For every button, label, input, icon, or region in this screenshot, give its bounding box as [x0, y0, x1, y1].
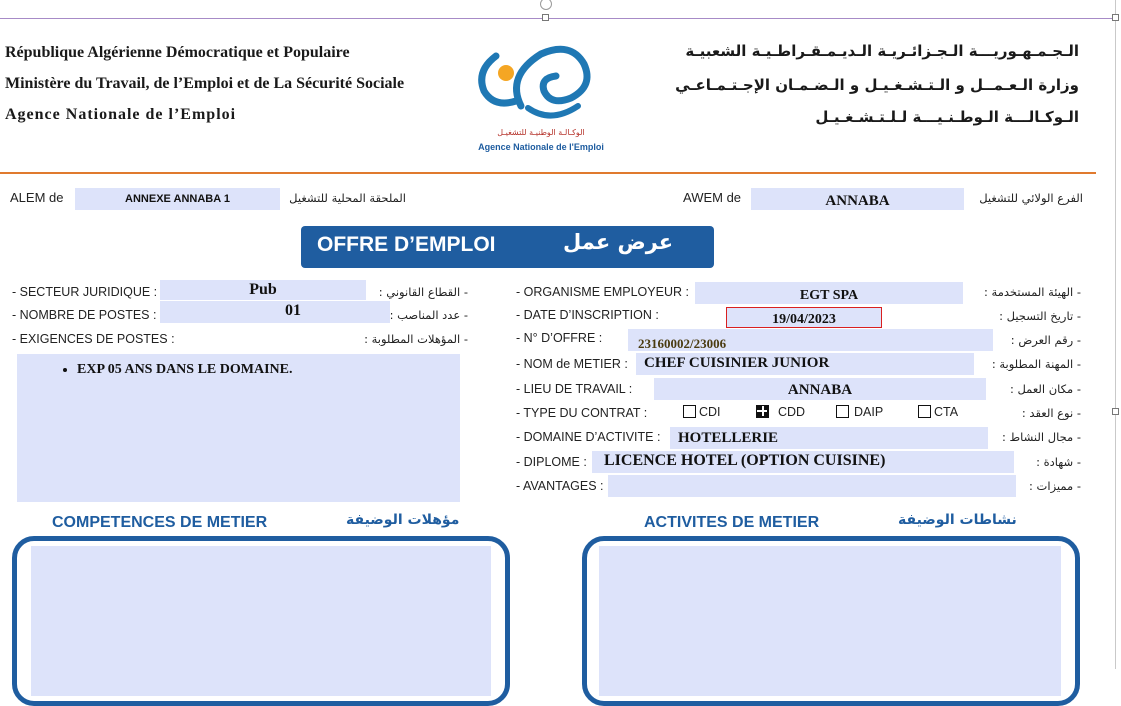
header-ar-republic: الـجـمـهـوريـــة الـجـزائـريـة الـديـمـقـراطـيـة الشعبيـة [685, 42, 1079, 60]
alem-value-field[interactable]: ANNEXE ANNABA 1 [75, 188, 280, 210]
postes-value: 01 [285, 302, 301, 319]
offre-label: - N° D’OFFRE : [516, 331, 603, 345]
avantages-arabic-label: - مميزات : [1029, 479, 1081, 493]
header-fr-republic: République Algérienne Démocratique et Populaire [5, 44, 350, 61]
date-arabic-label: - تاريخ التسجيل : [999, 309, 1081, 323]
cdd-checkbox[interactable] [756, 405, 769, 418]
exigences-label: - EXIGENCES DE POSTES : [12, 332, 175, 346]
anem-logo-icon [466, 36, 616, 131]
secteur-arabic-label: - القطاع القانوني : [378, 285, 468, 299]
contrat-option-cta[interactable] [918, 405, 958, 419]
domaine-value: HOTELLERIE [678, 430, 779, 446]
secteur-value-field[interactable]: Pub [160, 280, 366, 300]
postes-arabic-label: - عدد المناصب : [389, 308, 468, 322]
competences-title: COMPETENCES DE METIER [52, 514, 268, 531]
lieu-label: - LIEU DE TRAVAIL : [516, 382, 633, 396]
metier-value: CHEF CUISINIER JUNIOR [644, 355, 830, 371]
cdi-checkbox[interactable] [683, 405, 696, 418]
header-ar-ministry: وزارة الـعـمــل و الـتـشـغـيـل و الـضـمـان الإجـتـمـاعـي [675, 76, 1079, 94]
diplome-arabic-label: - شهادة : [1036, 455, 1081, 469]
cdi-label: CDI [699, 405, 721, 419]
exigences-arabic-label: - المؤهلات المطلوبة : [364, 332, 468, 346]
postes-label: - NOMBRE DE POSTES : [12, 308, 157, 322]
resize-handle-right[interactable] [1112, 408, 1119, 415]
logo-arabic-text: الوكـالـة الوطنيـة للتشغيـل [497, 128, 585, 137]
metier-label: - NOM de METIER : [516, 357, 628, 371]
awem-arabic-label: الفرع الولائي للتشغيل [979, 191, 1083, 205]
cta-label: CTA [934, 405, 959, 419]
cdd-label: CDD [778, 405, 806, 419]
logo-french-text: Agence Nationale de l'Emploi [478, 142, 604, 152]
banner-title-ar: عرض عمل [563, 230, 674, 254]
exigences-textarea[interactable] [17, 354, 460, 502]
avantages-value-field[interactable] [608, 475, 1016, 497]
rotate-handle[interactable] [540, 0, 552, 10]
anem-logo [466, 36, 616, 164]
competences-panel [12, 536, 510, 706]
offre-value: 23160002/23006 [638, 336, 727, 351]
metier-value-field[interactable] [636, 353, 974, 375]
cta-checkbox[interactable] [918, 405, 931, 418]
contrat-option-cdd[interactable] [756, 405, 805, 419]
header-fr-ministry: Ministère du Travail, de l’Emploi et de La Sécurité Sociale [5, 75, 405, 92]
alem-arabic-label: الملحقة المحلية للتشغيل [289, 191, 406, 205]
offre-value-field[interactable] [628, 329, 993, 351]
resize-handle-top[interactable] [542, 14, 549, 21]
competences-title-ar: مؤهلات الوضيفة [346, 512, 460, 528]
metier-arabic-label: - المهنة المطلوبة : [991, 357, 1081, 371]
resize-handle-corner[interactable] [1112, 14, 1119, 21]
date-label: - DATE D’INSCRIPTION : [516, 308, 659, 322]
alem-label: ALEM de [10, 190, 64, 205]
activites-textarea[interactable] [599, 546, 1061, 696]
lieu-arabic-label: - مكان العمل : [1009, 382, 1081, 396]
exigences-item: • EXP 05 ANS DANS LE DOMAINE. [77, 362, 460, 378]
organisme-arabic-label: - الهيئة المستخدمة : [984, 285, 1081, 299]
daip-label: DAIP [854, 405, 884, 419]
activites-title: ACTIVITES DE METIER [644, 514, 820, 531]
contrat-option-cdi[interactable] [683, 405, 721, 419]
diplome-label: - DIPLOME : [516, 455, 587, 469]
exigences-list [17, 362, 460, 378]
header-fr-agency: Agence Nationale de l’Emploi [5, 106, 237, 123]
organisme-label: - ORGANISME EMPLOYEUR : [516, 285, 689, 299]
secteur-label: - SECTEUR JURIDIQUE : [12, 285, 158, 299]
header-ar-agency: الـوكـالـــة الـوطـنـيـــة لـلـتـشـغـيـل [815, 108, 1079, 126]
page-right-border [1115, 0, 1116, 669]
awem-value-field[interactable]: ANNABA [751, 188, 964, 210]
contrat-arabic-label: - نوع العقد : [1021, 406, 1081, 420]
page-top-border [0, 18, 1116, 19]
lieu-value-field[interactable]: ANNABA [654, 378, 986, 400]
offer-banner [301, 226, 714, 268]
activites-title-ar: نشاطات الوضيفة [898, 512, 1017, 528]
competences-textarea[interactable] [31, 546, 491, 696]
postes-value-field[interactable] [160, 301, 390, 323]
offre-arabic-label: - رقم العرض : [1010, 333, 1081, 347]
avantages-label: - AVANTAGES : [516, 479, 604, 493]
header-divider [0, 172, 1096, 174]
diplome-value: LICENCE HOTEL (OPTION CUISINE) [604, 452, 886, 469]
contrat-option-daip[interactable] [836, 405, 883, 419]
diplome-value-field[interactable] [592, 451, 1014, 473]
organisme-value-field[interactable]: EGT SPA [695, 282, 963, 304]
contrat-label: - TYPE DU CONTRAT : [516, 406, 648, 420]
date-value-field[interactable]: 19/04/2023 [726, 307, 882, 328]
domaine-label: - DOMAINE D’ACTIVITE : [516, 430, 661, 444]
awem-label: AWEM de [683, 190, 742, 205]
banner-title-fr: OFFRE D’EMPLOI [317, 233, 496, 256]
domaine-value-field[interactable] [670, 427, 988, 449]
domaine-arabic-label: - مجال النشاط : [1001, 430, 1081, 444]
daip-checkbox[interactable] [836, 405, 849, 418]
activites-panel [582, 536, 1080, 706]
